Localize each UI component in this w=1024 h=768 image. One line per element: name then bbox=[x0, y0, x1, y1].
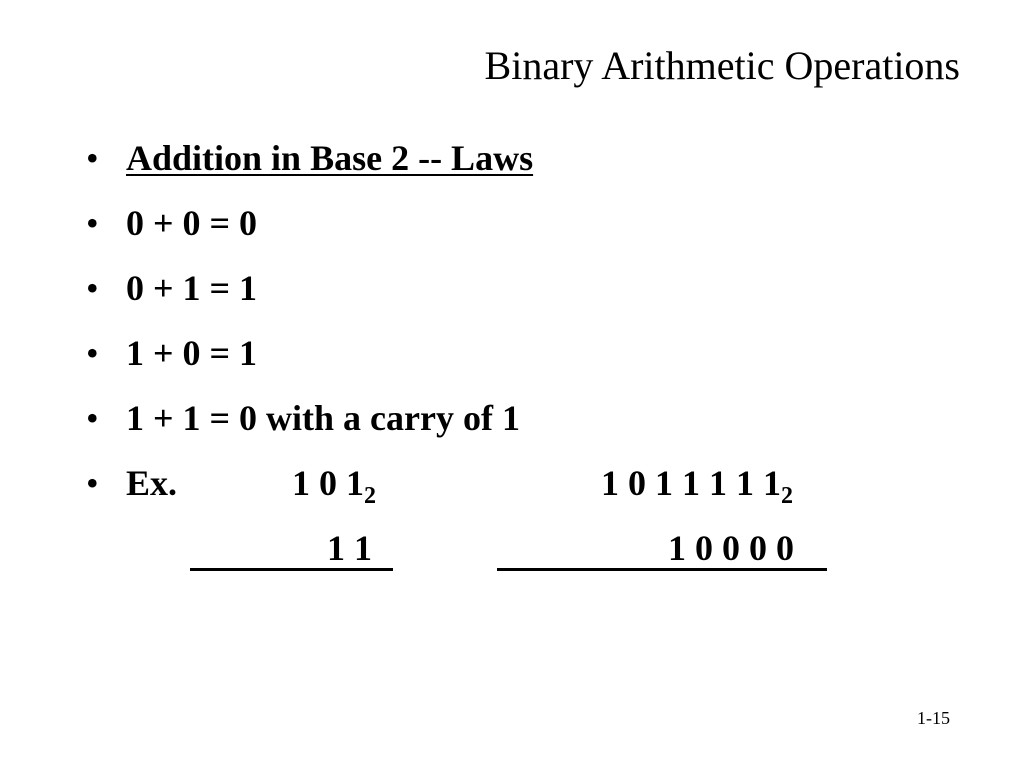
bullet-dot: • bbox=[86, 203, 99, 243]
example-1-sum-rule bbox=[190, 568, 393, 571]
bullet-dot: • bbox=[86, 268, 99, 308]
example-2-bottom-operand: 1 0 0 0 0 bbox=[668, 528, 794, 568]
bullet-law-4 bbox=[0, 394, 1024, 442]
bullet-dot: • bbox=[86, 398, 99, 438]
slide-title: Binary Arithmetic Operations bbox=[484, 43, 960, 88]
bullet-example bbox=[0, 459, 1024, 507]
bullet-law-1 bbox=[0, 199, 1024, 247]
example-1-top-operand bbox=[292, 459, 376, 507]
page-number: 1-15 bbox=[917, 708, 950, 728]
example-2-base: 2 bbox=[781, 483, 793, 509]
example-2-top-operand bbox=[601, 459, 793, 507]
example-2-top-digits: 1 0 1 1 1 1 1 bbox=[601, 463, 781, 503]
example-2-sum-rule bbox=[497, 568, 827, 571]
example-1-base: 2 bbox=[364, 483, 376, 509]
bullet-dot: • bbox=[86, 333, 99, 373]
example-label: Ex. bbox=[126, 463, 178, 503]
law-text: 1 + 1 = 0 with a carry of 1 bbox=[126, 398, 520, 438]
law-text: 0 + 1 = 1 bbox=[126, 268, 258, 308]
example-1-bottom-operand: 1 1 bbox=[327, 528, 372, 568]
section-heading: Addition in Base 2 -- Laws bbox=[126, 138, 534, 178]
bullet-law-3 bbox=[0, 329, 1024, 377]
bullet-dot: • bbox=[86, 463, 99, 503]
law-text: 0 + 0 = 0 bbox=[126, 203, 258, 243]
bullet-heading bbox=[0, 134, 1024, 182]
law-text: 1 + 0 = 1 bbox=[126, 333, 258, 373]
bullet-dot: • bbox=[86, 138, 99, 178]
bullet-law-2 bbox=[0, 264, 1024, 312]
example-1-top-digits: 1 0 1 bbox=[292, 463, 364, 503]
